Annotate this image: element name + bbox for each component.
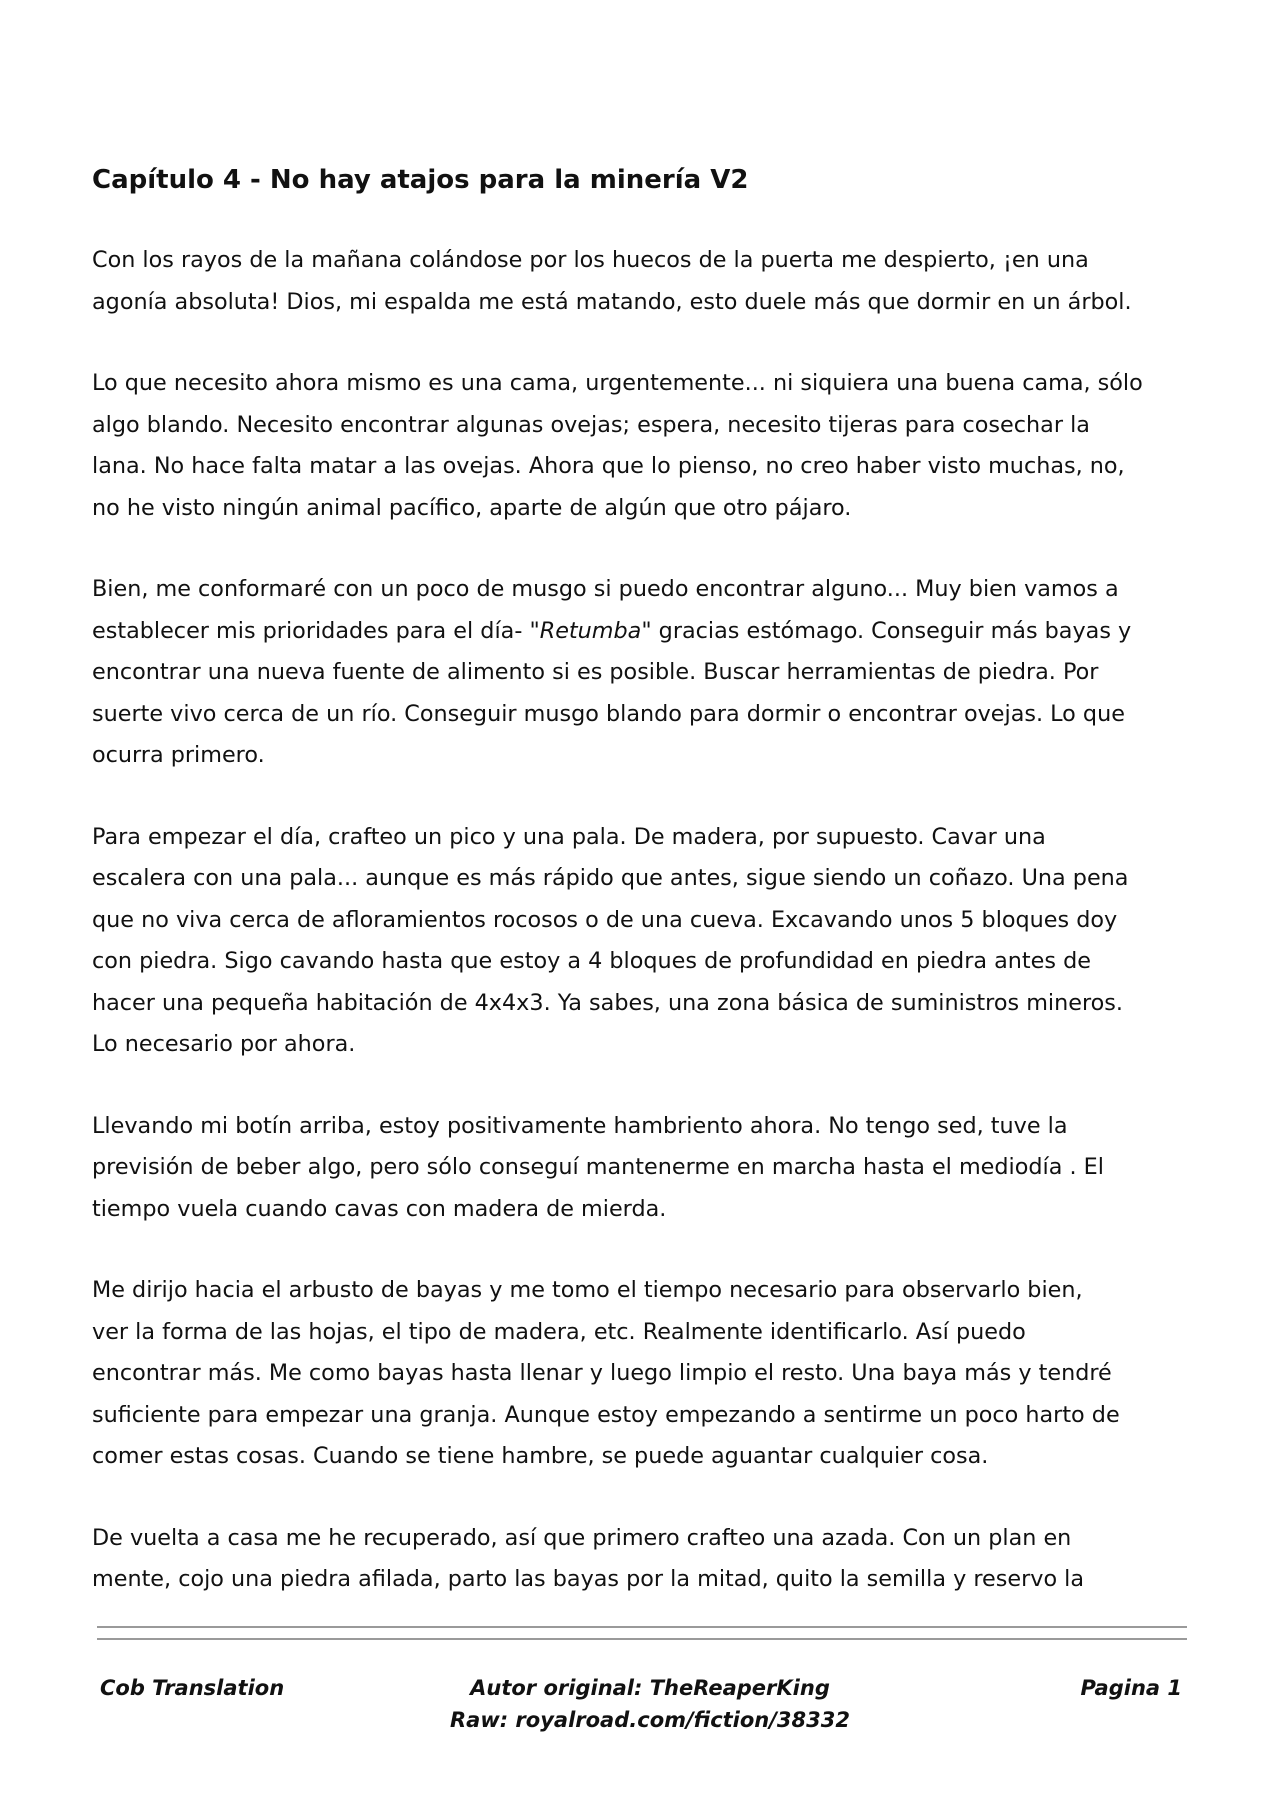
text-line: Me dirijo hacia el arbusto de bayas y me tomo el tiempo necesario para observarlo bien, [92,1277,1083,1303]
text-line: comer estas cosas. Cuando se tiene hambre, se puede aguantar cualquier cosa. [92,1443,989,1469]
text-line: Lo necesario por ahora. [92,1031,356,1057]
text-line: tiempo vuela cuando cavas con madera de mierda. [92,1195,667,1222]
text-line: con piedra. Sigo cavando hasta que estoy a 4 bloques de profundidad en piedra antes de [92,948,1091,974]
text-line: agonía absoluta! Dios, mi espalda me está matando, esto duele más que dormir en un árbol. [92,288,1132,315]
text-line: que no viva cerca de afloramientos rocosos o de una cueva. Excavando unos 5 bloques doy [92,906,1118,933]
paragraph [92,569,1202,777]
text-line: encontrar una nueva fuente de alimento si es posible. Buscar herramientas de piedra. Por [92,659,1099,685]
page-number: Pagina 1 [1080,1676,1182,1700]
paragraph [92,817,1202,1066]
chapter-title: Capítulo 4 - No hay atajos para la minería V2 [92,165,749,195]
text-line: suerte vivo cerca de un río. Conseguir musgo blando para dormir o encontrar ovejas. Lo que [92,700,1125,727]
text-line: no he visto ningún animal pacífico, aparte de algún que otro pájaro. [92,494,852,521]
text-line: hacer una pequeña habitación de 4x4x3. Ya sabes, una zona básica de suministros mineros. [92,989,1123,1016]
paragraph [92,240,1202,323]
text-line: Llevando mi botín arriba, estoy positivamente hambriento ahora. No tengo sed, tuve la [92,1112,1068,1139]
text-line: algo blando. Necesito encontrar algunas ovejas; espera, necesito tijeras para cosechar la [92,411,1090,438]
text-segment: establecer mis prioridades para el día- " [92,617,540,644]
text-line: Para empezar el día, crafteo un pico y una pala. De madera, por supuesto. Cavar una [92,823,1046,850]
paragraph [92,1106,1202,1231]
text-line: ocurra primero. [92,742,265,768]
paragraph [92,1270,1202,1478]
paragraph [92,363,1202,529]
text-line: suficiente para empezar una granja. Aunque estoy empezando a sentirme un poco harto de [92,1401,1120,1428]
text-line: encontrar más. Me como bayas hasta llenar y luego limpio el resto. Una baya más y tendré [92,1360,1112,1386]
onomatopoeia-emphasis: Retumba [539,617,642,644]
text-line: Lo que necesito ahora mismo es una cama, urgentemente... ni siquiera una buena cama, sólo [92,370,1143,396]
chapter-body [92,240,1202,1641]
footer-divider [97,1638,1187,1640]
text-line: ver la forma de las hojas, el tipo de madera, etc. Realmente identificarlo. Así puedo [92,1318,1026,1345]
text-line: Bien, me conformaré con un poco de musgo si puedo encontrar alguno... Muy bien vamos a [92,576,1119,602]
footer-divider [97,1626,1187,1628]
text-line: previsión de beber algo, pero sólo conseguí mantenerme en marcha hasta el mediodía . El [92,1154,1104,1180]
text-line [92,611,1202,653]
text-line: Con los rayos de la mañana colándose por los huecos de la puerta me despierto, ¡en una [92,247,1089,273]
source-credit [390,1672,910,1736]
original-author: Autor original: TheReaperKing [470,1676,830,1700]
text-segment: " gracias estómago. Conseguir más bayas y [641,617,1132,644]
text-line: lana. No hace falta matar a las ovejas. Ahora que lo pienso, no creo haber visto muchas, no, [92,453,1125,479]
translator-credit: Cob Translation [100,1676,285,1700]
paragraph [92,1518,1202,1601]
raw-source-link: Raw: royalroad.com/fiction/38332 [449,1708,850,1732]
text-line: escalera con una pala... aunque es más rápido que antes, sigue siendo un coñazo. Una pena [92,865,1129,891]
text-line: De vuelta a casa me he recuperado, así que primero crafteo una azada. Con un plan en [92,1524,1072,1551]
text-line: mente, cojo una piedra afilada, parto las bayas por la mitad, quito la semilla y reservo la [92,1566,1085,1592]
